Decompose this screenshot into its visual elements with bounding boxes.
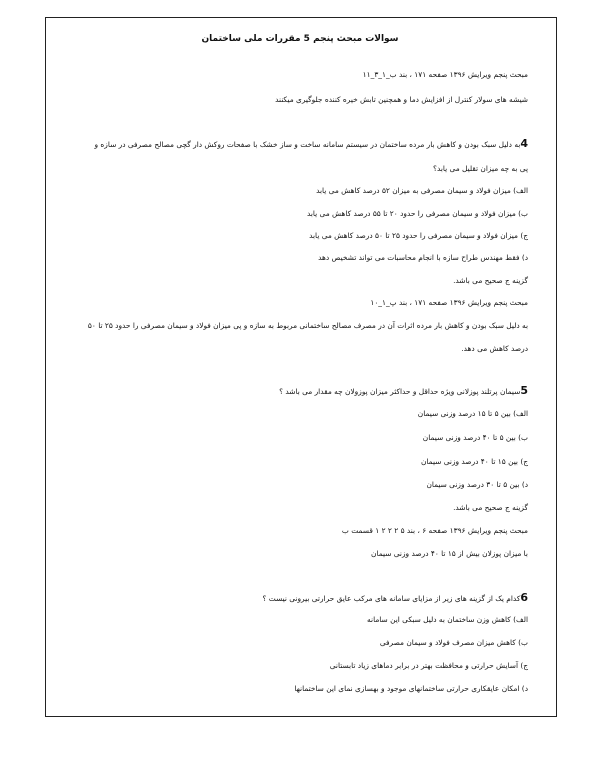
intro-note: شیشه های سولار کنترل از افزایش دما و همچنین تابش خیره کننده جلوگیری میکنند (275, 95, 528, 104)
intro-reference: مبحث پنجم ویرایش ۱۳۹۶ صفحه ۱۷۱ ، بند ب_۱_۳_۱۱ (362, 70, 528, 79)
question-6-option-b: ب) کاهش میزان مصرف فولاد و سیمان مصرفی (379, 638, 528, 647)
question-6-option-c: ج) آسایش حرارتی و محافظت بهتر در برابر دماهای زیاد تابستانی (329, 661, 528, 670)
question-6-number: 6 (520, 591, 528, 604)
question-5-option-b: ب) بین ۵ تا ۴۰ درصد وزنی سیمان (422, 433, 528, 442)
question-4-option-c: ج) میزان فولاد و سیمان مصرفی را حدود ۲۵ تا ۵۰ درصد کاهش می یابد (309, 231, 528, 240)
page-title: سوالات مبحث پنجم 5 مقررات ملی ساختمان (201, 34, 399, 44)
question-5-answer: گزینه ج صحیح می باشد. (453, 503, 528, 512)
question-4-option-a: الف) میزان فولاد و سیمان مصرفی به میزان ۵۲ درصد کاهش می یابد (316, 186, 528, 195)
question-4-number: 4 (520, 137, 528, 150)
question-5-number: 5 (520, 384, 528, 397)
question-6-text-body: کدام یک از گزینه های زیر از مزایای سامانه های مرکب عایق حرارتی بیرونی نیست ؟ (262, 594, 521, 603)
question-5-text-body: سیمان پرتلند پوزلانی ویژه حداقل و حداکثر میزان پوزولان چه مقدار می باشد ؟ (279, 387, 521, 396)
question-5-option-d: د) بین ۵ تا ۳۰ درصد وزنی سیمان (426, 480, 528, 489)
question-4-answer: گزینه ج صحیح می باشد. (453, 276, 528, 285)
question-4-explanation-line-1: به دلیل سبک بودن و کاهش بار مرده اثرات آن در مصرف مصالح ساختمانی مربوط به سازه و پی میزان فولاد و سیمان مصرفی را حدود ۲۵ تا ۵۰ (87, 321, 528, 330)
question-6-text (262, 593, 528, 604)
question-4-option-b: ب) میزان فولاد و سیمان مصرفی را حدود ۲۰ تا ۵۵ درصد کاهش می یابد (306, 209, 528, 218)
question-5-text (279, 386, 528, 397)
question-4-option-d: د) فقط مهندس طراح سازه با انجام محاسبات می تواند تشخیص دهد (318, 253, 528, 262)
question-5-option-c: ج) بین ۱۵ تا ۴۰ درصد وزنی سیمان (421, 457, 528, 466)
question-5-reference: مبحث پنجم ویرایش ۱۳۹۶ صفحه ۶ ، بند ۵ ۲ ۲ ۲ ۱ قسمت ب (341, 526, 528, 535)
question-5-option-a: الف) بین ۵ تا ۱۵ درصد وزنی سیمان (417, 409, 528, 418)
question-6-option-a: الف) کاهش وزن ساختمان به دلیل سبکی این سامانه (367, 615, 528, 624)
question-5-explanation: با میزان پوزلان بیش از ۱۵ تا ۴۰ درصد وزنی سیمان (371, 549, 528, 558)
page-frame (45, 17, 557, 717)
question-4-text-line-2: پی به چه میزان تقلیل می یابد؟ (433, 164, 528, 173)
question-6-option-d: د) امکان عایقکاری حرارتی ساختمانهای موجود و بهسازی نمای این ساختمانها (294, 684, 528, 693)
question-4-reference: مبحث پنجم ویرایش ۱۳۹۶ صفحه ۱۷۱ ، بند پ_۱_۱۰ (370, 298, 528, 307)
question-4-explanation-line-2: درصد کاهش می دهد. (461, 344, 528, 353)
question-4-text-line-1: به دلیل سبک بودن و کاهش بار مرده ساختمان در سیستم سامانه ساخت و ساز خشک با صفحات روکش دار گچی مصالح مصرفی در سازه و (94, 140, 521, 149)
question-4-text (94, 139, 528, 150)
